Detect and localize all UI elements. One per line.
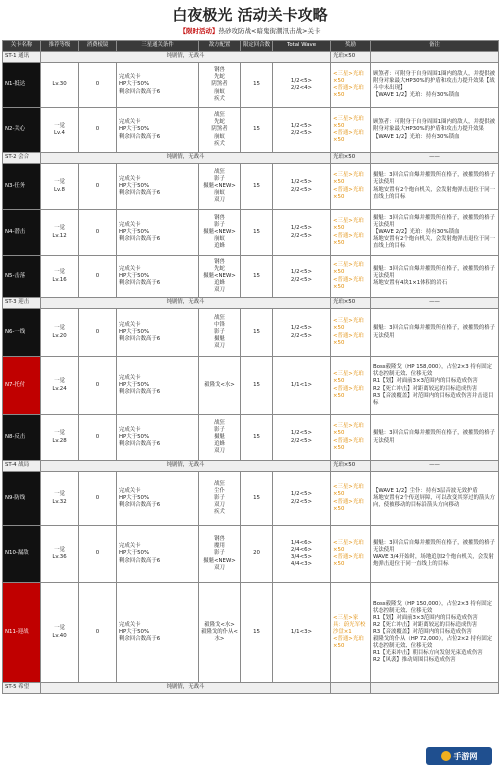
wave-count: 1/2<5> 2/2<5>: [273, 472, 331, 526]
stage-name: N11-迎战: [3, 583, 41, 683]
prism-cost: 0: [79, 472, 117, 526]
column-header: 敌方配置: [199, 41, 241, 52]
enemy-list: 毅隆戈<水> 毅隆戈的仆从<水>: [199, 583, 241, 683]
wave-count: 1/2<5> 2/2<5>: [273, 108, 331, 153]
section-note: ——: [371, 153, 499, 164]
note: 摄魁：3回合后自爆并摧毁所在格子，被摧毁的格子无法使用: [371, 309, 499, 357]
three-star-conditions: 完成关卡 HP大于50% 剩余回合数高于6: [117, 472, 199, 526]
prism-cost: 0: [79, 583, 117, 683]
table-row: [3, 472, 499, 526]
turn-limit: 20: [241, 526, 273, 583]
site-logo: [426, 747, 492, 765]
prism-cost: 0: [79, 256, 117, 298]
reward: <三星>光珀×50 <普通>光珀×50: [331, 526, 371, 583]
recommended-level: 一觉 Lv.24: [41, 357, 79, 415]
prism-cost: 0: [79, 309, 117, 357]
reward: <三星>家具：蔚光军校沙盘×1 <普通>光珀×50: [331, 583, 371, 683]
wave-count: 1/4<6> 2/4<6> 3/4<5> 4/4<3>: [273, 526, 331, 583]
recommended-level: 一觉 Lv.36: [41, 526, 79, 583]
section-row: [3, 683, 499, 694]
three-star-conditions: 完成关卡 HP大于50% 剩余回合数高于6: [117, 164, 199, 210]
stage-name: N5-击落: [3, 256, 41, 298]
wave-count: 1/1<3>: [273, 583, 331, 683]
column-header: 关卡名称: [3, 41, 41, 52]
note: 摄魁：3回合后自爆并摧毁所在格子，被摧毁的格子无法使用 场地安置有2个炮台机关，会发射炮弹击退位于同一直线上的目标: [371, 164, 499, 210]
three-star-conditions: 完成关卡 HP大于50% 剩余回合数高于6: [117, 309, 199, 357]
section-name: ST-2 会合: [3, 153, 41, 164]
wave-count: 1/2<5> 2/2<4>: [273, 63, 331, 108]
reward: <三星>光珀×50 <普通>光珀×50: [331, 164, 371, 210]
turn-limit: 15: [241, 357, 273, 415]
stage-name: N2-关心: [3, 108, 41, 153]
enemy-list: 战狂 中锋 影子 摄魁 双刀: [199, 309, 241, 357]
enemy-list: 钢兽 魔用 影子 摄魁<NEW> 双刀: [199, 526, 241, 583]
page-subtitle: [0, 26, 500, 37]
turn-limit: 15: [241, 583, 273, 683]
enemy-list: 毅隆戈<水>: [199, 357, 241, 415]
wave-count: 1/2<5> 2/2<5>: [273, 415, 331, 461]
wave-count: 1/1<1>: [273, 357, 331, 415]
table-row: [3, 415, 499, 461]
prism-cost: 0: [79, 357, 117, 415]
reward: <三星>光珀×50 <普通>光珀×50: [331, 415, 371, 461]
table-body: [3, 52, 499, 694]
section-row: [3, 461, 499, 472]
three-star-conditions: 完成关卡 HP大于50% 剩余回合数高于6: [117, 526, 199, 583]
turn-limit: 15: [241, 108, 273, 153]
enemy-list: 钢兽 先蛇 阴煞者 崩蚁 疾犬: [199, 63, 241, 108]
turn-limit: 15: [241, 309, 273, 357]
prism-cost: 0: [79, 210, 117, 256]
section-text: 纯剧情，无战斗: [41, 153, 331, 164]
section-note: [371, 683, 499, 694]
note: 摄魁：3回合后自爆并摧毁所在格子，被摧毁的格子无法使用 WAVE 3/4开始时，场地追加2个炮台机关，会发射炮弹击退位于同一直线上的目标: [371, 526, 499, 583]
stage-table: [2, 40, 499, 694]
section-text: 纯剧情，无战斗: [41, 298, 331, 309]
section-row: [3, 153, 499, 164]
enemy-list: 战狂 影子 摄魁 追蜂 双刀: [199, 415, 241, 461]
column-header: 三星通关条件: [117, 41, 199, 52]
table-row: [3, 526, 499, 583]
stage-name: N7-托付: [3, 357, 41, 415]
reward: <三星>光珀×50 <普通>光珀×50: [331, 108, 371, 153]
recommended-level: 一觉 Lv.20: [41, 309, 79, 357]
note: 摄魁：3回合后自爆并摧毁所在格子，被摧毁的格子无法使用 场地安置有4块1×1体积的岩石: [371, 256, 499, 298]
column-header: 奖励: [331, 41, 371, 52]
page-header: [0, 0, 500, 40]
section-note: ——: [371, 298, 499, 309]
table-header-row: [3, 41, 499, 52]
recommended-level: Lv.30: [41, 63, 79, 108]
turn-limit: 15: [241, 256, 273, 298]
turn-limit: 15: [241, 210, 273, 256]
turn-limit: 15: [241, 63, 273, 108]
section-reward: 光珀×50: [331, 153, 371, 164]
wave-count: 1/2<5> 2/2<5>: [273, 256, 331, 298]
table-row: [3, 108, 499, 153]
column-header: Total Wave: [273, 41, 331, 52]
recommended-level: 一觉 Lv.12: [41, 210, 79, 256]
stage-name: N8-反击: [3, 415, 41, 461]
prism-cost: 0: [79, 63, 117, 108]
enemy-list: 战狂 影子 摄魁<NEW> 崩蚁 双刀: [199, 164, 241, 210]
recommended-level: 一觉 Lv.4: [41, 108, 79, 153]
recommended-level: 一觉 Lv.8: [41, 164, 79, 210]
recommended-level: 一觉 Lv.16: [41, 256, 79, 298]
reward: <三星>光珀×50 <普通>光珀×50: [331, 472, 371, 526]
stage-name: N1-抵达: [3, 63, 41, 108]
stage-name: N10-漏敌: [3, 526, 41, 583]
reward: <三星>光珀×50 <普通>光珀×50: [331, 309, 371, 357]
column-header: 消费棱镜: [79, 41, 117, 52]
three-star-conditions: 完成关卡 HP大于50% 剩余回合数高于6: [117, 583, 199, 683]
section-row: [3, 52, 499, 63]
column-header: 推荐等级: [41, 41, 79, 52]
enemy-list: 战狂 先蛇 阴煞者 崩蚁 疾犬: [199, 108, 241, 153]
page-title: 白夜极光 活动关卡攻略: [172, 6, 328, 24]
event-tag: 【限时活动】: [179, 27, 219, 35]
prism-cost: 0: [79, 108, 117, 153]
wave-count: 1/2<5> 2/2<5>: [273, 164, 331, 210]
note: Boss毅隆戈（HP 158,000），占位2×3 持有固定状态控制无效、位移无效 R1【划】对面前3×3范围内的目标造成伤害 R2【死亡冲击】对距离较远的目标造成伤害 R3【音波覆盖】对范围内的目标造成伤害并击退目标: [371, 357, 499, 415]
section-name: ST-1 通讯: [3, 52, 41, 63]
column-header: 备注: [371, 41, 499, 52]
section-row: [3, 298, 499, 309]
turn-limit: 15: [241, 415, 273, 461]
section-text: 纯剧情，无战斗: [41, 683, 331, 694]
section-reward: 光珀×50: [331, 52, 371, 63]
stage-name: N9-防线: [3, 472, 41, 526]
section-text: 纯剧情，无战斗: [41, 461, 331, 472]
logo-icon: [441, 751, 451, 761]
logo-text: 手游网: [453, 751, 478, 761]
table-row: [3, 309, 499, 357]
recommended-level: 一觉 Lv.28: [41, 415, 79, 461]
note: 摄魁：3回合后自爆并摧毁所在格子，被摧毁的格子无法使用: [371, 415, 499, 461]
note: Boss毅隆戈（HP 150,000），占位2×3 持有固定状态控制无效、位移无效 R1【划】对面前3×3范围内的目标造成伤害 R2【死亡冲击】对距离较远的目标造成伤害 R3【音波覆盖】对范围内的目标造成伤害 毅隆戈的仆从（HP 72,000），占位2×2 持有固定状态控制无效、位移无效 R1【光束冲击】朝目标方向发射光束造成伤害 R2【风袭】推动周围目标造成伤害: [371, 583, 499, 683]
three-star-conditions: 完成关卡 HP大于50% 剩余回合数高于6: [117, 63, 199, 108]
section-name: ST-4 战局: [3, 461, 41, 472]
section-reward: 光珀×50: [331, 298, 371, 309]
stage-name: N3-任务: [3, 164, 41, 210]
three-star-conditions: 完成关卡 HP大于50% 剩余回合数高于6: [117, 415, 199, 461]
note: 顾煞者：可附身于自身周围1圈内的敌人，并提供被附身对象最大HP30%的护盾和攻击力提升效果【战斗中未出现】 【WAVE 1/2】光珀：持有30%锁血: [371, 63, 499, 108]
column-header: 限定回合数: [241, 41, 273, 52]
section-name: ST-3 迎击: [3, 298, 41, 309]
subtitle-text: 热砂攻防战<暗鬼街潮汛击战>关卡: [218, 27, 321, 35]
reward: <三星>光珀×50 <普通>光珀×50: [331, 256, 371, 298]
recommended-level: 一觉 Lv.32: [41, 472, 79, 526]
table-row: [3, 210, 499, 256]
turn-limit: 15: [241, 164, 273, 210]
recommended-level: 一觉 Lv.40: [41, 583, 79, 683]
prism-cost: 0: [79, 164, 117, 210]
section-reward: [331, 683, 371, 694]
note: 顾煞者：可附身于自身周围1圈内的敌人，并提供被附身对象最大HP30%的护盾和攻击力提升效果 【WAVE 1/2】光珀：持有30%锁血: [371, 108, 499, 153]
wave-count: 1/2<5> 2/2<5>: [273, 210, 331, 256]
prism-cost: 0: [79, 526, 117, 583]
section-name: ST-5 希望: [3, 683, 41, 694]
enemy-list: 战狂 尘仆 影子 双刀 疾犬: [199, 472, 241, 526]
section-text: 纯剧情，无战斗: [41, 52, 331, 63]
table-row: [3, 164, 499, 210]
three-star-conditions: 完成关卡 HP大于50% 剩余回合数高于6: [117, 357, 199, 415]
note: 摄魁：3回合后自爆并摧毁所在格子，被摧毁的格子无法使用 【WAVE 2/2】光珀：持有30%锁血 场地安置有2个炮台机关，会发射炮弹击退位于同一直线上的目标: [371, 210, 499, 256]
enemy-list: 钢兽 先蛇 摄魁<NEW> 追蜂 双刀: [199, 256, 241, 298]
three-star-conditions: 完成关卡 HP大于50% 剩余回合数高于6: [117, 108, 199, 153]
reward: <三星>光珀×50 <普通>光珀×50: [331, 63, 371, 108]
table-row: [3, 63, 499, 108]
reward: <三星>光珀×50 <普通>光珀×50: [331, 210, 371, 256]
stage-name: N4-潜击: [3, 210, 41, 256]
section-reward: 光珀×50: [331, 461, 371, 472]
note: 【WAVE 1/2】尘仆：持有3层音波无效护盾 场地安置有2个传送屏障，可以改变其穿过的箭头方向，使被移动的目标沿箭头方向移动: [371, 472, 499, 526]
prism-cost: 0: [79, 415, 117, 461]
table-row: [3, 256, 499, 298]
table-row: [3, 357, 499, 415]
stage-name: N6-一线: [3, 309, 41, 357]
turn-limit: 15: [241, 472, 273, 526]
reward: <三星>光珀×50 <普通>光珀×50: [331, 357, 371, 415]
section-note: [371, 52, 499, 63]
enemy-list: 钢兽 影子 摄魁<NEW> 崩蚁 追蜂: [199, 210, 241, 256]
table-row: [3, 583, 499, 683]
three-star-conditions: 完成关卡 HP大于50% 剩余回合数高于6: [117, 256, 199, 298]
three-star-conditions: 完成关卡 HP大于50% 剩余回合数高于6: [117, 210, 199, 256]
section-note: ——: [371, 461, 499, 472]
wave-count: 1/2<5> 2/2<5>: [273, 309, 331, 357]
